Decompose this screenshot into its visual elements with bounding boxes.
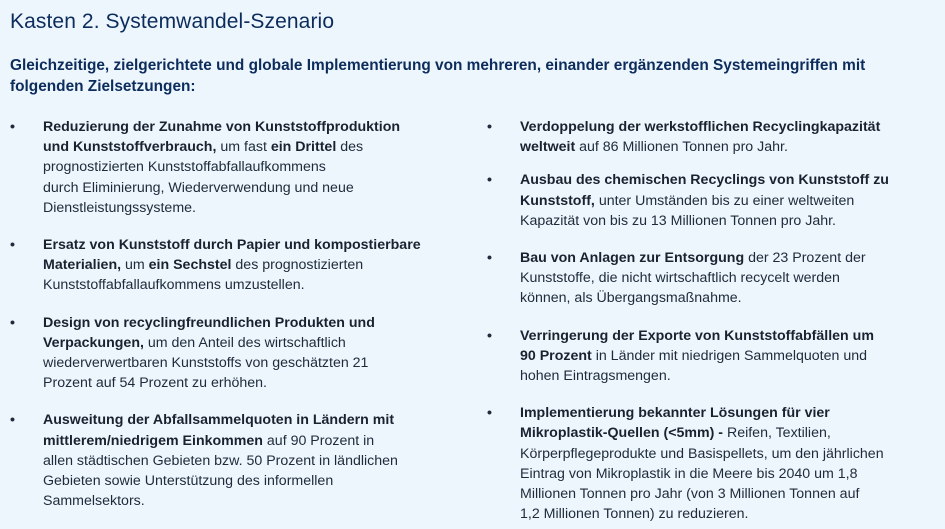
bullet-item [10,235,465,296]
bullet-text [520,119,880,155]
bullet-item [487,326,942,387]
bullet-text [43,412,398,509]
text-segment: um fast [216,139,271,156]
bold-text-segment: ein Sechstel [148,257,232,274]
text-segment: des prognostizierten Kunststoffabfallaufkommens umzustellen. [43,257,364,294]
bullet-marker: • [10,412,15,429]
bullet-marker: • [10,237,15,254]
bullet-marker: • [487,119,492,135]
bold-text-segment: Ausweitung der Abfallsammelquoten in Ländern mit mittlerem/niedrigem Einkommen [43,412,395,449]
bullet-item [487,403,942,524]
bullet-marker: • [487,405,492,422]
bullet-item [10,117,465,218]
bold-text-segment: Design von recyclingfreundlichen Produkten und Verpackungen, [43,314,375,351]
text-segment: der 23 Prozent der Kunststoffe, die nicht wirtschaftlich recycelt werden können, als Übergangsmaßnahme. [520,250,866,307]
bullet-item [487,248,942,309]
text-segment: Reifen, Textilien, Körperpflegeprodukte und Basispellets, um den jährlichen Eintrag von Mikroplastik in die Meere bis 2040 um 1,8 Millionen Tonnen pro Jahr (von 3 Millionen Tonnen auf 1,2 Millionen Tonnen) zu reduzieren. [520,425,884,523]
bullet-item [487,170,942,231]
text-segment: auf 90 Prozent in allen städtischen Gebieten bzw. 50 Prozent in ländlichen Gebieten sowie Unterstützung des informellen Sammelsektors. [43,432,398,510]
bold-text-segment: Verdoppelung der werkstofflichen Recyclingkapazität weltweit [520,119,881,156]
bullet-text [520,328,874,384]
bullet-marker: • [487,327,492,344]
bold-text-segment: Reduzierung der Zunahme von Kunststoffproduktion und Kunststoffverbrauch, [43,119,401,156]
bullet-text [43,315,375,392]
page-subtitle: Gleichzeitige, zielgerichtete und globale Implementierung von mehreren, einander ergänzenden Systemeingriffen mit folgenden Zielsetzungen: [10,57,866,95]
bullet-marker: • [487,250,492,267]
right-column [487,117,942,524]
text-segment: um den Anteil des wirtschaftlich wiederverwertbaren Kunststoffs von geschätzten 21 Prozent auf 54 Prozent zu erhöhen. [43,334,369,392]
bullet-text [43,237,421,293]
bold-text-segment: ein Drittel [270,139,337,156]
bullet-text [520,405,884,522]
text-segment: unter Umständen bis zu einer weltweiten Kapazität von bis zu 13 Millionen Tonnen pro Jahr. [520,192,855,229]
bullet-marker: • [10,314,15,331]
bullet-text [520,250,866,306]
bullet-item [10,313,465,394]
bullet-item [487,117,942,157]
bullet-text [520,172,889,228]
bullet-marker: • [10,119,15,135]
bold-text-segment: Implementierung bekannter Lösungen für vier Mikroplastik-Quellen (<5mm) - [520,405,830,442]
bold-text-segment: Verringerung der Exporte von Kunststoffabfällen um 90 Prozent [520,327,874,364]
bold-text-segment: Bau von Anlagen zur Entsorgung [520,250,745,267]
bullet-item [10,410,465,511]
page-title: Kasten 2. Systemwandel-Szenario [10,10,335,33]
bold-text-segment: Ausbau des chemischen Recyclings von Kunststoff zu Kunststoff, [520,172,889,209]
bold-text-segment: Ersatz von Kunststoff durch Papier und kompostierbare Materialien, [43,237,421,274]
text-segment: in Länder mit niedrigen Sammelquoten und hohen Eintragsmengen. [520,347,867,385]
text-segment: des prognostizierten Kunststoffabfallaufkommens durch Eliminierung, Wiederverwendung und neue Dienstleistungssysteme. [43,139,364,216]
bullet-marker: • [487,172,492,189]
text-segment: um [121,257,149,274]
left-column [10,117,465,511]
bullet-text [43,119,400,216]
text-segment: auf 86 Millionen Tonnen pro Jahr. [575,139,788,156]
